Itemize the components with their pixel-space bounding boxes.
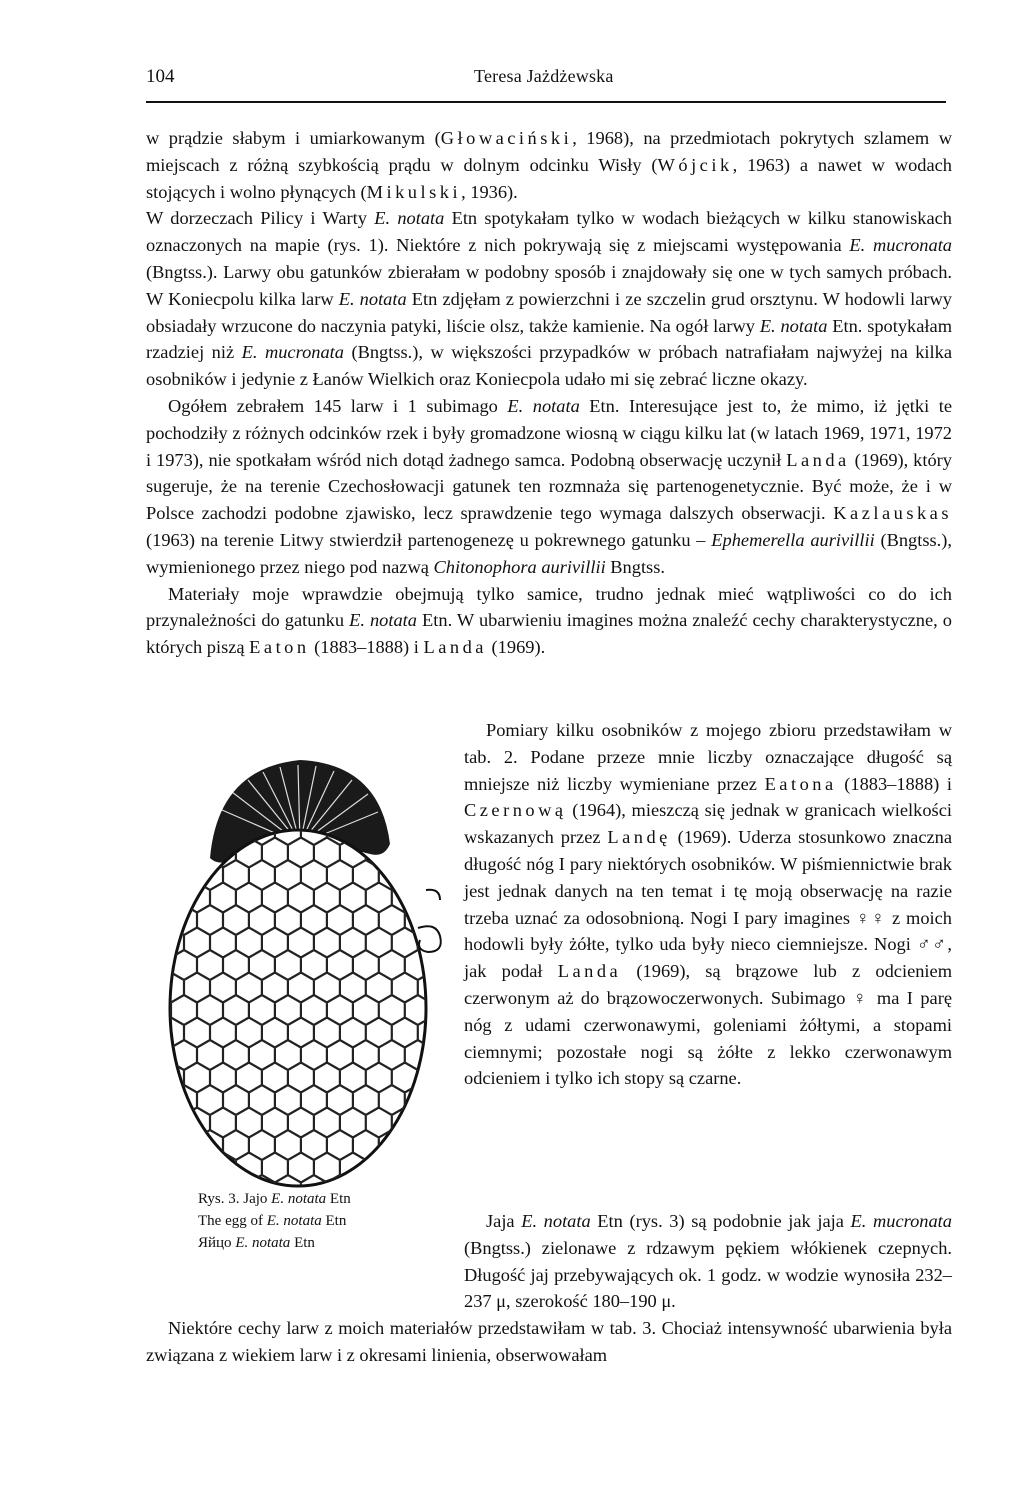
species-name: E. notata — [759, 315, 828, 336]
paragraph-1: w prądzie słabym i umiarkowanym (Głowaciński, 1968), na przedmiotach pokrytych szlamem w miejscach z różną szybkością prądu w dolnym odcinku Wisły (Wójcik, 1963) a nawet w wodach stojących i wolno płynących (Mikulski, 1936). — [146, 128, 953, 202]
author-name: Eaton — [249, 637, 310, 658]
author-name: Kazlauskas — [833, 503, 952, 524]
page-header — [146, 66, 946, 100]
author-name: Landa — [786, 449, 850, 470]
body-text-top — [146, 125, 952, 661]
species-name: Ephemerella aurivillii — [711, 529, 875, 550]
author-name: Mikulski — [366, 181, 462, 202]
egg-figure — [148, 740, 448, 1195]
species-name: E. notata — [338, 288, 407, 309]
page-number: 104 — [146, 66, 175, 87]
author-name: Eatona — [764, 773, 837, 794]
paragraph-4: Materiały moje wprawdzie obejmują tylko samice, trudno jednak mieć wątpliwości co do ich przynależności do gatunku E. notata Etn. W ubarwieniu imagines można znaleźć cechy charakterystyczne, o których piszą Eaton (1883–1888) i Landa (1969). — [146, 583, 952, 658]
egg-illustration — [148, 740, 448, 1195]
species-name: E. notata — [521, 1211, 591, 1231]
running-head: Teresa Jażdżewska — [474, 66, 614, 86]
author-name: Landę — [607, 827, 671, 848]
species-name: Chitonophora aurivillii — [433, 556, 606, 577]
author-name: Głowaciński — [440, 128, 573, 148]
caption-russian: Яйцо E. notata Etn — [198, 1235, 315, 1251]
caption-english: The egg of E. notata Etn — [198, 1213, 347, 1229]
species-name: E. notata — [374, 208, 445, 229]
body-text-column — [464, 717, 952, 1092]
caption-polish: Rys. 3. Jajo E. notata Etn — [198, 1191, 351, 1207]
body-text-bottom — [146, 1208, 952, 1369]
author-name: Wójcik — [657, 154, 733, 175]
paragraph-7: Niektóre cechy larw z moich materiałów przedstawiłam w tab. 3. Chociaż intensywność ubarwienia była związana z wiekiem larw i z okresami linienia, obserwowałam — [146, 1318, 952, 1365]
author-name: Landa — [557, 961, 622, 982]
species-name: E. mucronata — [850, 1211, 952, 1231]
header-rule — [146, 101, 946, 103]
paragraph-3: Ogółem zebrałem 145 larw i 1 subimago E. notata Etn. Interesujące jest to, że mimo, iż jętki te pochodziły z różnych odcinków rzek i były gromadzone wiosną w ciągu kilku lat (w latach 1969, 1971, 1972 i 1973), nie spotkałam wśród nich dotąd żadnego samca. Podobną obserwację uczynił Landa (1969), który sugeruje, że na terenie Czechosłowacji gatunek ten rozmnaża się partenogenetycznie. Być może, że i w Polsce zachodzi podobne zjawisko, lecz sprawdzenie tego wymaga dalszych obserwacji. Kazlauskas (1963) na terenie Litwy stwierdził partenogenezę u pokrewnego gatunku – Ephemerella aurivillii (Bngtss.), wymienionego przez niego pod nazwą Chitonophora aurivillii Bngtss. — [146, 395, 952, 577]
species-name: E. mucronata — [849, 235, 952, 256]
species-name: E. notata — [349, 610, 417, 631]
species-name: E. notata — [507, 395, 580, 416]
author-name: Landa — [423, 637, 487, 658]
paragraph-6: Jaja E. notata Etn (rys. 3) są podobnie jak jaja E. mucronata (Bngtss.) zielonawe z rdzawym pękiem włókienek czepnych. Długość jaj przebywających ok. 1 godz. w wodzie wynosiła 232–237 μ, szerokość 180–190 μ. — [464, 1211, 952, 1312]
author-name: Czernową — [464, 800, 567, 821]
paragraph-2: W dorzeczach Pilicy i Warty E. notata Etn spotykałam tylko w wodach bieżących w kilku stanowiskach oznaczonych na mapie (rys. 1). Niektóre z nich pokrywają się z miejscami występowania E. mucronata (Bngtss.). Larwy obu gatunków zbierałam w podobny sposób i znajdowały się one w tych samych próbach. W Koniecpolu kilka larw E. notata Etn zdjęłam z powierzchni i ze szczelin grud orsztynu. W hodowli larwy obsiadały wrzucone do naczynia patyki, liście olsz, także kamienie. Na ogół larwy E. notata Etn. spotykałam rzadziej niż E. mucronata (Bngtss.), w większości przypadków w próbach natrafiałam najwyżej na kilka osobników i jedynie z Łanów Wielkich oraz Koniecpola udało mi się zebrać liczne okazy. — [146, 208, 952, 390]
paragraph-5: Pomiary kilku osobników z mojego zbioru przedstawiłam w tab. 2. Podane przeze mnie liczby oznaczające długość są mniejsze niż liczby wymieniane przez Eatona (1883–1888) i Czernową (1964), mieszczą się jednak w granicach wielkości wskazanych przez Landę (1969). Uderza stosunkowo znaczna długość nóg I pary niektórych osobników. W piśmiennictwie brak jest jednak danych na ten temat i tę moją obserwację na razie trzeba uznać za odosobnioną. Nogi I pary imagines ♀♀ z moich hodowli były żółte, tylko uda były nieco ciemniejsze. Nogi ♂♂, jak podał Landa (1969), są brązowe lub z odcieniem czerwonym aż do brązowoczerwonych. Subimago ♀ ma I parę nóg z udami czerwonawymi, goleniami żółtymi, a stopami ciemnymi; pozostałe nogi są żółte z lekko czerwonawym odcieniem i tylko ich stopy są czarne. — [464, 720, 953, 1089]
species-name: E. mucronata — [241, 342, 344, 363]
